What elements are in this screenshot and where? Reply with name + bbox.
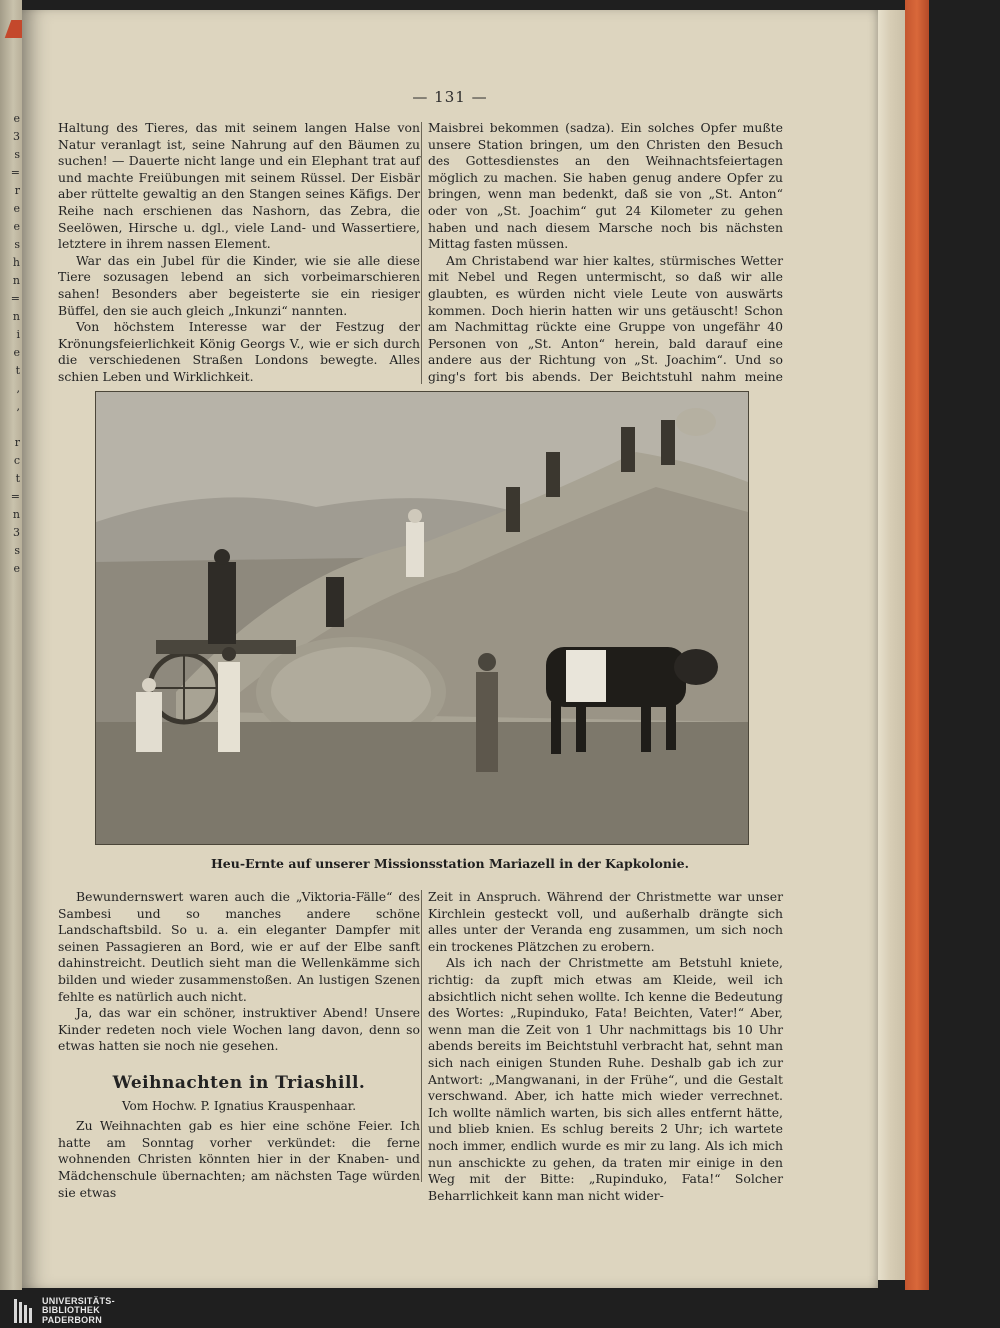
margin-fragment: = xyxy=(10,166,20,179)
margin-fragment: e xyxy=(13,112,20,125)
margin-fragment: n xyxy=(12,274,20,287)
margin-fragment: e xyxy=(13,220,20,233)
paragraph: Maisbrei bekommen (sadza). Ein solches Opfer mußte unsere Station bringen, um den Christen den Besuch des Gottesdienstes an den Weihnachtsfeiertagen möglich zu machen. Sie haben genug andere Opfer zu bringen, wenn man bedenkt, daß sie von „St. Anton“ oder von „St. Joachim“ gut 24 Kilometer zu gehen haben und nach diesem Marsche noch bis nächsten Mittag fasten müssen. xyxy=(428,120,783,252)
section-author: Vom Hochw. P. Ignatius Krauspenhaar. xyxy=(121,1098,357,1113)
margin-fragment: t xyxy=(15,472,20,485)
paragraph: Haltung des Tieres, das mit seinem langen Halse von Natur veranlagt ist, seine Nahrung auf den Bäumen zu suchen! — Dauerte nicht lange und ein Elephant trat auf und machte Freiübungen mit seinem Rüssel. Der Eisbär aber rüttelte gewaltig an den Stangen seines Käfigs. Der Reihe nach erschienen das Nashorn, das Zebra, die Seelöwen, Hirsche u. dgl., viele Land- und Wassertiere, letztere in ihrem nassen Element. xyxy=(58,120,420,252)
margin-fragment: e xyxy=(13,562,20,575)
library-logo-icon xyxy=(14,1299,36,1323)
paragraph: War das ein Jubel für die Kinder, wie sie alle diese Tiere sozusagen lebend an sich vorbeimarschieren sahen! Besonders aber begeisterte sie ein riesiger Büffel, den sie auch gleich „Inkunzi“ nannten. xyxy=(58,252,420,318)
photo-illustration xyxy=(96,392,748,844)
paragraph: Zeit in Anspruch. Während der Christmette war unser Kirchlein gesteckt voll, und außerhalb drängte sich alles unter der Veranda eng zusammen, um sich noch ein trockenes Plätzchen zu erobern. xyxy=(428,889,783,954)
photo-caption: Heu-Ernte auf unserer Missionsstation Mariazell in der Kapkolonie. xyxy=(211,856,689,871)
hay-harvest-photo xyxy=(95,391,749,845)
paragraph: Bewundernswert waren auch die „Viktoria-Fälle“ des Sambesi und so manches andere schöne Landschaftsbild. So u. a. ein eleganter Dampfer mit seinen Passagieren an Bord, wie er auf der Elbe sanft dahinstreicht. Deutlich sieht man die Wellenkämme sich bilden und wieder zusammenstoßen. An lustigen Szenen fehlte es natürlich auch nicht. xyxy=(58,889,420,1004)
library-name-line1: UNIVERSITÄTS- xyxy=(42,1295,115,1306)
adjacent-page-edge xyxy=(0,0,22,1290)
library-name-line2: BIBLIOTHEK xyxy=(42,1305,100,1316)
bottom-left-text xyxy=(58,889,420,1055)
margin-fragment: 3 xyxy=(13,130,20,143)
margin-fragment: n xyxy=(12,310,20,323)
margin-fragment: t xyxy=(15,364,20,377)
margin-fragment: n xyxy=(12,508,20,521)
margin-fragment: 3 xyxy=(13,526,20,539)
margin-fragment: s xyxy=(14,544,20,557)
library-name xyxy=(42,1297,115,1326)
paragraph: Von höchstem Interesse war der Festzug der Krönungsfeierlichkeit König Georgs V., wie er sich durch die verschiedenen Straßen Londons bewegte. Alles schien Leben und Wirklichkeit. xyxy=(58,319,420,384)
book-page xyxy=(22,10,878,1288)
margin-fragment xyxy=(0,416,20,434)
column-top-right xyxy=(428,120,783,402)
book-binding xyxy=(905,0,929,1290)
margin-fragment: s xyxy=(14,238,20,251)
paragraph: Ja, das war ein schöner, instruktiver Abend! Unsere Kinder redeten noch viele Wochen lang davon, denn so etwas hatten sie noch nie gesehen. xyxy=(58,1005,420,1054)
library-name-line3: PADERBORN xyxy=(42,1314,103,1325)
paragraph: Als ich nach der Christmette am Betstuhl kniete, richtig: da zupft mich etwas am Kleide, weil ich absichtlich nicht sehen wollte. Ich kenne die Bedeutung des Wortes: „Rupinduko, Fata! Beichten, Vater!“ Aber, wenn man die Zeit von 1 Uhr nachmittags bis 10 Uhr abends bereits im Beichtstuhl verbracht hat, sehnt man sich nach einigen Stunden Ruhe. Deshalb gab ich zur Antwort: „Mangwanani, in der Frühe“, und die Gestalt verschwand. Aber, ich hatte mich wieder verrechnet. Ich wollte nämlich warten, bis sich alles entfernt hätte, und blieb knien. Es schlug bereits 2 Uhr; ich wartete noch immer, endlich wurde es mir zu lang. Als ich mich nun anschickte zu gehen, da traten mir einige in den Weg mit der Bitte: „Rupinduko, Fata!“ Solcher Beharrlichkeit kann man nicht wider- xyxy=(428,955,783,1203)
margin-fragment: s xyxy=(14,148,20,161)
section-text xyxy=(58,1118,420,1201)
column-top-left xyxy=(58,120,420,386)
page-edges xyxy=(878,10,908,1280)
paragraph: Zu Weihnachten gab es hier eine schöne Feier. Ich hatte am Sonntag vorher verkündet: die ferne wohnenden Christen könnten hier in der Knaben- und Mädchenschule übernachten; am nächsten Tage würden sie etwas xyxy=(58,1118,420,1200)
column-bottom-left xyxy=(58,889,420,1201)
page-number: — 131 — xyxy=(412,88,488,106)
column-bottom-right xyxy=(428,889,783,1204)
margin-fragment: r xyxy=(14,436,20,449)
margin-fragment: e xyxy=(13,202,20,215)
margin-fragment: , xyxy=(16,400,20,413)
margin-fragment: h xyxy=(12,256,20,269)
adjacent-page-fragments xyxy=(0,110,20,760)
margin-fragment: = xyxy=(10,490,20,503)
section-title: Weihnachten in Triashill. xyxy=(112,1072,366,1093)
margin-fragment: i xyxy=(16,328,20,341)
column-divider xyxy=(421,122,422,384)
margin-fragment: r xyxy=(14,184,20,197)
margin-fragment: , xyxy=(16,382,20,395)
column-divider xyxy=(421,890,422,1182)
margin-fragment: = xyxy=(10,292,20,305)
library-logo xyxy=(14,1295,115,1325)
margin-fragment: c xyxy=(13,454,20,467)
margin-fragment: e xyxy=(13,346,20,359)
paragraph: Am Christabend war hier kaltes, stürmisches Wetter mit Nebel und Regen untermischt, so daß wir alle glaubten, es würden nicht viele Leute von auswärts kommen. Doch hierin hatten wir uns getäuscht! Schon am Nachmittag rückte eine Gruppe von ungefähr 40 Personen von „St. Anton“ herein, bald darauf eine andere aus der Richtung von „St. Joachim“. Und so ging's fort bis abends. Der Beichtstuhl nahm meine xyxy=(428,252,783,384)
